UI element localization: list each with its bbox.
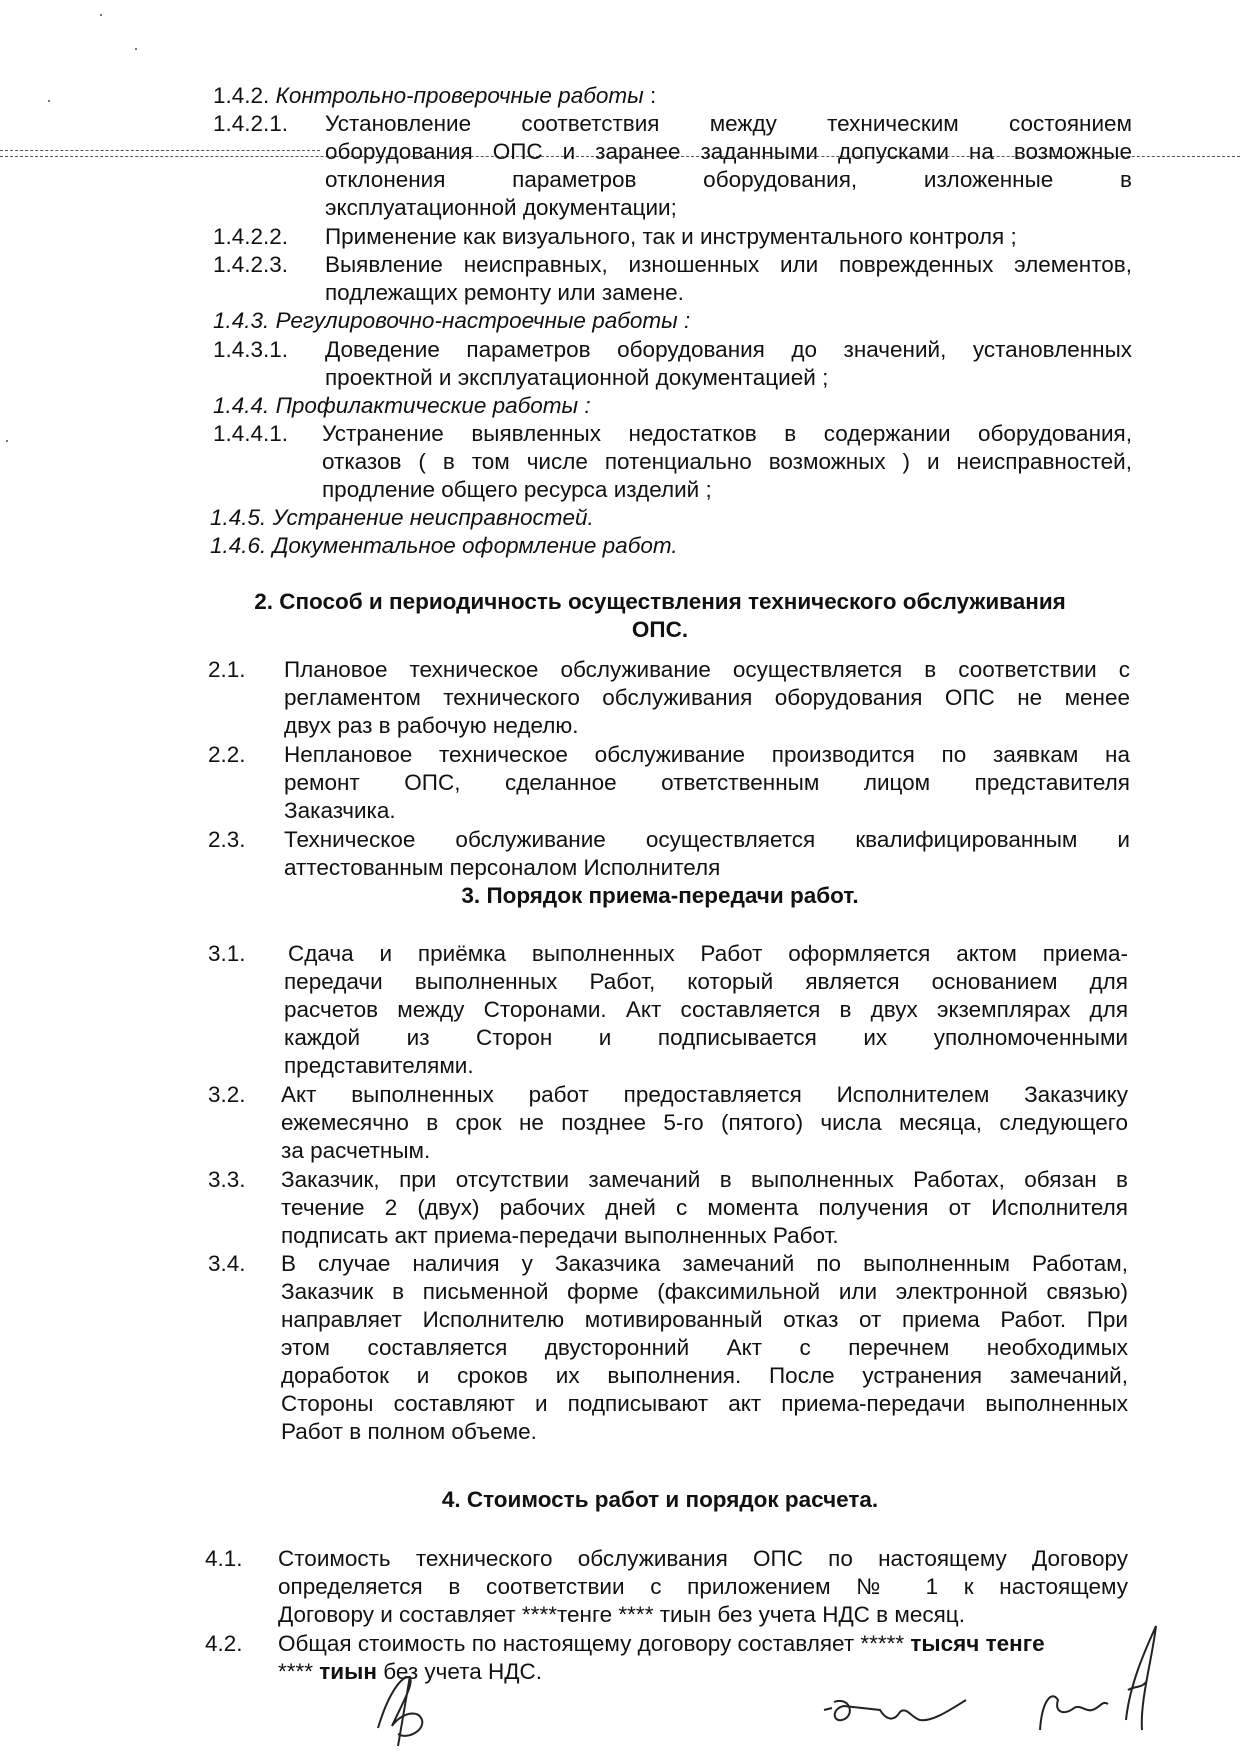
item-4-2-line [278, 1630, 1045, 1658]
item-4-1-number: 4.1. [205, 1546, 243, 1571]
item-title: Профилактические работы : [275, 393, 591, 418]
item-1-4-4-1-line: отказов ( в том числе потенциально возможных ) и неисправностей, [322, 449, 1132, 474]
item-2-1-line: Плановое техническое обслуживание осуществляется в соответствии с [284, 657, 1130, 682]
item-2-3-line: Техническое обслуживание осуществляется квалифицированным и [284, 827, 1130, 852]
item-1-4-4-1-number: 1.4.4.1. [213, 421, 289, 446]
item-4-1-line: Стоимость технического обслуживания ОПС по настоящему Договору [278, 1546, 1128, 1571]
item-title: Документальное оформление работ. [272, 533, 678, 558]
item-3-1-line: расчетов между Сторонами. Акт составляется в двух экземплярах для [284, 997, 1128, 1022]
item-number: 1.4.5. [210, 505, 267, 530]
item-text-bold: тысяч тенге [910, 1631, 1045, 1656]
item-1-4-4-1-line: Устранение выявленных недостатков в содержании оборудования, [322, 421, 1132, 446]
item-3-4-line: В случае наличия у Заказчика замечаний по выполненным Работам, [281, 1251, 1128, 1276]
item-3-1-line: передачи выполненных Работ, который является основанием для [284, 969, 1128, 994]
item-1-4-2-2-number: 1.4.2.2. [213, 224, 289, 249]
item-number: 1.4.2. [213, 83, 270, 108]
item-2-3-number: 2.3. [208, 827, 246, 852]
item-2-3-line: аттестованным персоналом Исполнителя [284, 855, 721, 880]
item-3-4-line: доработок и сроков их выполнения. После устранения замечаний, [281, 1363, 1128, 1388]
item-1-4-2-1-line: отклонения параметров оборудования, изложенные в [325, 167, 1132, 192]
item-text: **** [278, 1659, 320, 1684]
item-number: 1.4.3. [213, 308, 270, 333]
section-4-heading: 4. Стоимость работ и порядок расчета. [441, 1487, 879, 1512]
item-1-4-2 [213, 82, 656, 110]
item-3-2-line: за расчетным. [281, 1138, 431, 1163]
section-2-heading: 2. Способ и периодичность осуществления технического обслуживания [254, 589, 1066, 614]
item-3-3-line: подписать акт приема-передачи выполненных Работ. [281, 1223, 839, 1248]
signature-initials-right [1030, 1620, 1180, 1740]
item-title: Контрольно-проверочные работы [275, 83, 644, 108]
item-1-4-5 [210, 504, 594, 532]
item-3-2-line: ежемесячно в срок не позднее 5-го (пятого) числа месяца, следующего [281, 1110, 1128, 1135]
item-3-1-number: 3.1. [208, 941, 246, 966]
item-1-4-2-2-line: Применение как визуального, так и инструментального контроля ; [325, 224, 1017, 249]
item-1-4-2-3-number: 1.4.2.3. [213, 252, 289, 277]
item-2-2-line: ремонт ОПС, сделанное ответственным лицом представителя [284, 770, 1130, 795]
item-2-2-line: Неплановое техническое обслуживание производится по заявкам на [284, 742, 1130, 767]
item-1-4-2-1-line: оборудования ОПС и заранее заданными допусками на возможные [325, 139, 1132, 164]
item-text: без учета НДС. [376, 1659, 542, 1684]
item-1-4-6 [210, 532, 678, 560]
item-3-4-line: направляет Исполнителю мотивированный отказ от приема Работ. При [281, 1307, 1128, 1332]
section-2-heading-cont: ОПС. [631, 617, 689, 642]
item-3-2-line: Акт выполненных работ предоставляется Исполнителем Заказчику [281, 1082, 1128, 1107]
section-3-heading: 3. Порядок приема-передачи работ. [461, 883, 859, 908]
item-3-1-line: каждой из Сторон и подписывается их уполномоченными [284, 1025, 1128, 1050]
item-2-2-line: Заказчика. [284, 798, 396, 823]
item-3-1-line: Сдача и приёмка выполненных Работ оформляется актом приема- [288, 941, 1128, 966]
item-1-4-3 [213, 307, 690, 335]
item-2-1-line: двух раз в рабочую неделю. [284, 713, 579, 738]
item-text: Общая стоимость по настоящему договору составляет ***** [278, 1631, 911, 1656]
item-1-4-4-1-line: продление общего ресурса изделий ; [322, 477, 712, 502]
scan-artifact-dot [6, 440, 8, 442]
item-3-3-number: 3.3. [208, 1167, 246, 1192]
item-1-4-2-3-line: Выявление неисправных, изношенных или поврежденных элементов, [325, 252, 1132, 277]
item-1-4-4 [213, 392, 591, 420]
item-1-4-3-1-line: проектной и эксплуатационной документацией ; [325, 365, 829, 390]
item-1-4-2-1-line: эксплуатационной документации; [325, 195, 677, 220]
item-number: 1.4.6. [210, 533, 267, 558]
item-1-4-3-1-line: Доведение параметров оборудования до значений, установленных [325, 337, 1132, 362]
signature-initials-middle [820, 1690, 970, 1740]
item-4-1-line: Договору и составляет ****тенге **** тиын без учета НДС в месяц. [278, 1602, 965, 1627]
signature-initials-left [370, 1668, 440, 1748]
item-title: Устранение неисправностей. [272, 505, 594, 530]
item-2-1-number: 2.1. [208, 657, 246, 682]
item-2-2-number: 2.2. [208, 742, 246, 767]
item-suffix: : [643, 83, 657, 108]
item-3-4-number: 3.4. [208, 1251, 246, 1276]
item-title: Регулировочно-настроечные работы : [275, 308, 691, 333]
item-2-1-line: регламентом технического обслуживания оборудования ОПС не менее [284, 685, 1130, 710]
item-4-1-line: определяется в соответствии с приложением № 1 к настоящему [278, 1574, 1128, 1599]
item-1-4-2-1-number [213, 110, 288, 138]
item-text-bold: тиын [319, 1659, 377, 1684]
item-3-4-line: Заказчик в письменной форме (факсимильной или электронной связью) [281, 1279, 1128, 1304]
item-3-1-line: представителями. [284, 1053, 474, 1078]
scan-artifact-dot [48, 100, 50, 102]
item-3-3-line: Заказчик, при отсутствии замечаний в выполненных Работах, обязан в [281, 1167, 1128, 1192]
item-3-2-number: 3.2. [208, 1082, 246, 1107]
item-1-4-3-1-number: 1.4.3.1. [213, 337, 289, 362]
item-number: 1.4.2.1. [213, 111, 289, 136]
scan-artifact-line [0, 150, 320, 151]
item-4-2-number: 4.2. [205, 1631, 243, 1656]
item-number: 1.4.4. [213, 393, 270, 418]
scan-artifact-dot [135, 48, 137, 50]
item-1-4-2-3-line: подлежащих ремонту или замене. [325, 280, 684, 305]
item-1-4-2-1-line: Установление соответствия между техническим состоянием [325, 111, 1132, 136]
item-3-4-line: Стороны составляют и подписывают акт приема-передачи выполненных [281, 1391, 1128, 1416]
item-3-4-line: этом составляется двусторонний Акт с перечнем необходимых [281, 1335, 1128, 1360]
item-3-3-line: течение 2 (двух) рабочих дней с момента получения от Исполнителя [281, 1195, 1128, 1220]
item-3-4-line: Работ в полном объеме. [281, 1419, 537, 1444]
scan-artifact-dot [100, 14, 102, 16]
